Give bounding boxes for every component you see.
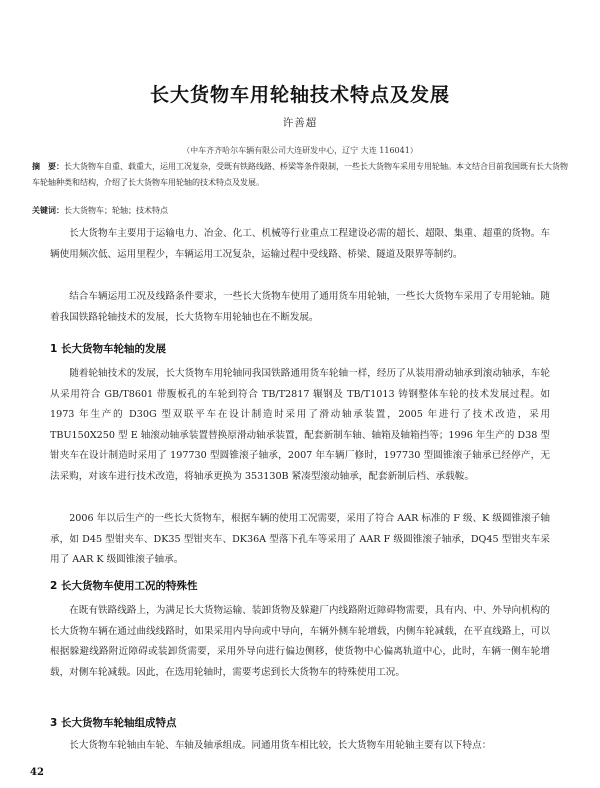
section-3-paragraph-1: 长大货物车轮轴由车轮、车轴及轴承组成。同通用货车相比较，长大货物车用轮轴主要有以下特点： bbox=[69, 740, 492, 751]
article-author: 许善超 bbox=[282, 117, 318, 129]
section-heading-2: 2 长大货物车使用工况的特殊性 bbox=[50, 580, 198, 592]
keywords-label: 关键词： bbox=[32, 206, 64, 215]
author-affiliation: （中车齐齐哈尔车辆有限公司大连研发中心，辽宁 大连 116041） bbox=[182, 146, 418, 155]
keywords bbox=[32, 203, 572, 219]
section-2-paragraph-1: 在既有铁路线路上，为满足长大货物运输、装卸货物及躲避厂内线路附近障碍物需要，具有内、中、外导向机构的长大货物车辆在通过曲线线路时，如果采用内导向或中导向，车辆外侧车轮增载，内侧车轮减载，在平直线路上，可以根据躲避线路附近障碍或装卸货需要，采用外导向进行偏边侧移，使货物中心偏离轨道中心，此时，车辆一侧车轮增载，对侧车轮减载。因此，在选用轮轴时，需要考虑到长大货物车的特殊使用工况。 bbox=[50, 605, 550, 678]
abstract bbox=[32, 159, 572, 191]
abstract-label: 摘 要： bbox=[32, 162, 64, 171]
intro-paragraph-1: 长大货物车主要用于运输电力、冶金、化工、机械等行业重点工程建设必需的超长、超限、集重、超重的货物。车辆使用频次低、运用里程少，车辆运用工况复杂，运输过程中受线路、桥梁、隧道及限界等制约。 bbox=[50, 228, 550, 260]
section-1-paragraph-2: 2006 年以后生产的一些长大货物车，根据车辆的使用工况需要，采用了符合 AAR 标准的 F 级、K 级圆锥滚子轴承，如 D45 型钳夹车、DK35 型钳夹车、DK36A 型落下孔车等采用了 AAR F 级圆锥滚子轴承，DQ45 型钳夹车采用了 AAR K 级圆锥滚子轴承。 bbox=[50, 513, 550, 565]
keywords-text: 长大货物车；轮轴；技术特点 bbox=[64, 206, 168, 215]
section-heading-3: 3 长大货物车轮轴组成特点 bbox=[50, 717, 177, 729]
page-number: 42 bbox=[30, 767, 44, 778]
intro-paragraph-2: 结合车辆运用工况及线路条件要求，一些长大货物车使用了通用货车用轮轴，一些长大货物车采用了专用轮轴。随着我国铁路轮轴技术的发展，长大货物车用轮轴也在不断发展。 bbox=[50, 291, 550, 323]
abstract-text: 长大货物车自重、载重大，运用工况复杂，受既有铁路线路、桥梁等条件限制，一些长大货物车采用专用轮轴。本文结合目前我国既有长大货物车轮轴种类和结构，介绍了长大货物车用轮轴的技术特点及发展。 bbox=[32, 162, 568, 187]
section-1-paragraph-1: 随着轮轴技术的发展，长大货物车用轮轴同我国铁路通用货车轮轴一样，经历了从装用滑动轴承到滚动轴承，车轮从采用符合 GB/T8601 带腹板孔的车轮到符合 TB/T2817 辗钢及 TB/T1013 铸钢整体车轮的技术发展过程。如 1973 年生产的 D30G 型双联平车在设计制造时采用了滑动轴承装置，2005 年进行了技术改造，采用 TBU150X250 型 E 轴滚动轴承装置替换原滑动轴承装置，配套新制车轴、轴箱及轴箱挡等；1996 年生产的 D38 型钳夹车在设计制造时采用了 197730 型圆锥滚子轴承，2007 年车辆厂修时，197730 型圆锥滚子轴承已经停产，无法采购，对该车进行技术改造，将轴承更换为 353130B 紧凑型滚动轴承，配套新制后档、承载鞍。 bbox=[50, 368, 550, 482]
section-heading-1: 1 长大货物车轮轴的发展 bbox=[50, 343, 166, 355]
article-title: 长大货物车用轮轴技术特点及发展 bbox=[149, 84, 450, 106]
